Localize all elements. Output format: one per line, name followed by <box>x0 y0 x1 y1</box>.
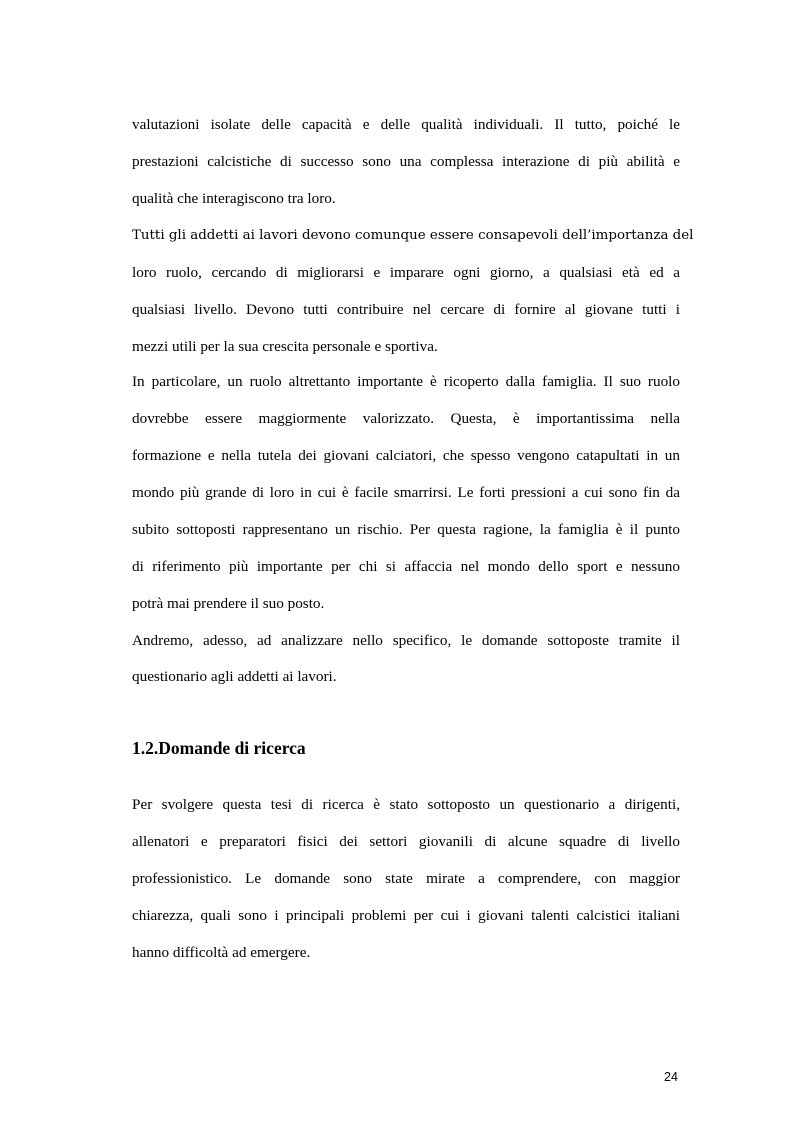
paragraph-3-line-2: dovrebbe essere maggiormente valorizzato. Questa, è importantissima nella <box>132 410 680 427</box>
paragraph-2-line-3: qualsiasi livello. Devono tutti contribuire nel cercare di fornire al giovane tutti i <box>132 301 680 318</box>
paragraph-1-line-1: valutazioni isolate delle capacità e delle qualità individuali. Il tutto, poiché le <box>132 116 680 133</box>
paragraph-5-line-2: allenatori e preparatori fisici dei settori giovanili di alcune squadre di livello <box>132 833 680 850</box>
page-number: 24 <box>664 1070 678 1084</box>
paragraph-5-line-5: hanno difficoltà ad emergere. <box>132 944 311 961</box>
paragraph-2-line-4: mezzi utili per la sua crescita personale e sportiva. <box>132 338 438 355</box>
paragraph-5-line-3: professionistico. Le domande sono state mirate a comprendere, con maggior <box>132 870 680 887</box>
paragraph-3-line-3: formazione e nella tutela dei giovani calciatori, che spesso vengono catapultati in un <box>132 447 680 464</box>
paragraph-3-line-5: subito sottoposti rappresentano un rischio. Per questa ragione, la famiglia è il punto <box>132 521 680 538</box>
paragraph-4-line-2: questionario agli addetti ai lavori. <box>132 668 337 685</box>
paragraph-3-line-6: di riferimento più importante per chi si affaccia nel mondo dello sport e nessuno <box>132 558 680 575</box>
paragraph-2-line-1: Tutti gli addetti ai lavori devono comunque essere consapevoli dell’importanza del <box>132 228 694 243</box>
paragraph-2-line-2: loro ruolo, cercando di migliorarsi e imparare ogni giorno, a qualsiasi età ed a <box>132 264 680 281</box>
section-heading: 1.2.Domande di ricerca <box>132 738 306 758</box>
paragraph-5-line-4: chiarezza, quali sono i principali problemi per cui i giovani talenti calcistici italiani <box>132 907 680 924</box>
paragraph-1-line-2: prestazioni calcistiche di successo sono una complessa interazione di più abilità e <box>132 153 680 170</box>
paragraph-3-line-4: mondo più grande di loro in cui è facile smarrirsi. Le forti pressioni a cui sono fin da <box>132 484 680 501</box>
paragraph-4-line-1: Andremo, adesso, ad analizzare nello specifico, le domande sottoposte tramite il <box>132 632 680 649</box>
paragraph-3-line-7: potrà mai prendere il suo posto. <box>132 595 325 612</box>
paragraph-5-line-1: Per svolgere questa tesi di ricerca è stato sottoposto un questionario a dirigenti, <box>132 796 680 813</box>
paragraph-1-line-3: qualità che interagiscono tra loro. <box>132 190 336 207</box>
paragraph-3-line-1: In particolare, un ruolo altrettanto importante è ricoperto dalla famiglia. Il suo ruolo <box>132 373 680 390</box>
